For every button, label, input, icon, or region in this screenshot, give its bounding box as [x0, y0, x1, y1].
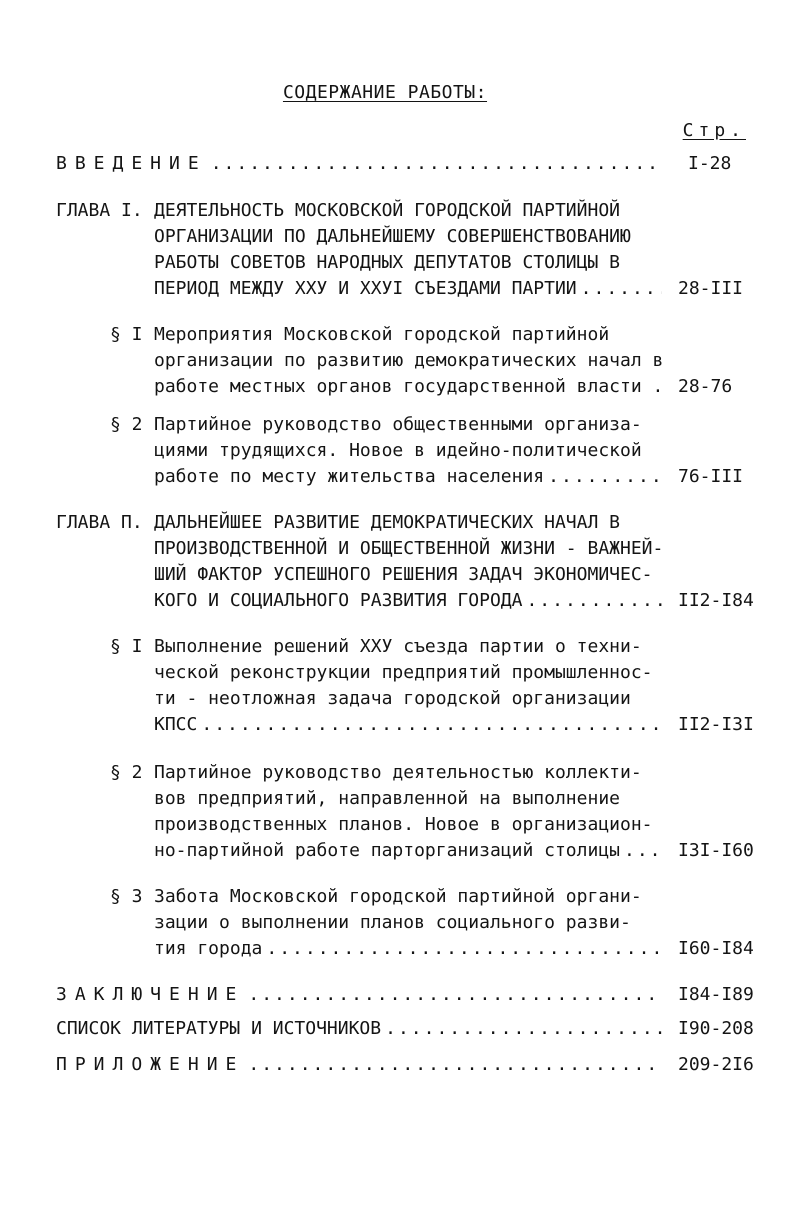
entry-line: зации о выполнении планов социального разви- — [154, 912, 631, 933]
section-mark: § 2 — [110, 762, 143, 783]
leader-dots — [201, 712, 662, 738]
leader-dots — [248, 982, 662, 1008]
page-range: 28-76 — [678, 376, 733, 397]
entry-line: производственных планов. Новое в организацион- — [154, 814, 653, 835]
entry-line: ти - неотложная задача городской организации — [154, 688, 631, 709]
page-column-header: Стр. — [682, 120, 746, 141]
entry-line: ПЕРИОД МЕЖДУ XXУ И XXУI СЪЕЗДАМИ ПАРТИИ — [154, 278, 577, 299]
entry-line: ОРГАНИЗАЦИИ ПО ДАЛЬНЕЙШЕМУ СОВЕРШЕНСТВОВАНИЮ — [154, 226, 631, 247]
section-mark: § I — [110, 636, 143, 657]
toc-entry-ch2-section-3 — [154, 884, 666, 962]
entry-line: Партийное руководство деятельностью коллекти- — [154, 762, 642, 783]
page-range: I-28 — [688, 153, 732, 174]
section-mark: § 3 — [110, 886, 143, 907]
entry-line: работе местных органов государственной власти . — [154, 376, 664, 397]
toc-entry-ch1-section-2 — [154, 412, 666, 490]
entry-line: ПРОИЗВОДСТВЕННОЙ И ОБЩЕСТВЕННОЙ ЖИЗНИ - ВАЖНЕЙ- — [154, 538, 664, 559]
entry-line: Забота Московской городской партийной органи- — [154, 886, 642, 907]
page-range: II2-I3I — [678, 714, 754, 735]
entry-label: СПИСОК ЛИТЕРАТУРЫ И ИСТОЧНИКОВ — [56, 1018, 382, 1039]
entry-line: работе по месту жительства населения — [154, 466, 545, 487]
entry-line: но-партийной работе парторганизаций столицы — [154, 840, 620, 861]
toc-entry-ch1-section-1 — [154, 322, 674, 400]
toc-entry-introduction — [56, 151, 666, 177]
section-mark: § 2 — [110, 414, 143, 435]
entry-label: ЗАКЛЮЧЕНИЕ — [56, 984, 245, 1005]
page-range: I84-I89 — [678, 984, 754, 1005]
entry-line: КПСС — [154, 714, 198, 735]
leader-dots — [248, 1052, 662, 1078]
page-range: I90-208 — [678, 1018, 754, 1039]
leader-dots — [266, 936, 662, 962]
leader-dots — [624, 838, 662, 864]
toc-entry-chapter-1 — [154, 198, 666, 302]
entry-line: Выполнение решений XXУ съезда партии о техни- — [154, 636, 642, 657]
entry-line: вов предприятий, направленной на выполнение — [154, 788, 620, 809]
entry-line: циями трудящихся. Новое в идейно-политической — [154, 440, 642, 461]
leader-dots — [548, 464, 662, 490]
toc-entry-appendix — [56, 1052, 666, 1078]
page-range: II2-I84 — [678, 590, 754, 611]
entry-line: ШИЙ ФАКТОР УСПЕШНОГО РЕШЕНИЯ ЗАДАЧ ЭКОНОМИЧЕС- — [154, 564, 653, 585]
toc-entry-ch2-section-1 — [154, 634, 666, 738]
entry-label: ВВЕДЕНИЕ — [56, 153, 207, 174]
entry-line: ческой реконструкции предприятий промышленнос- — [154, 662, 653, 683]
leader-dots — [385, 1016, 662, 1042]
toc-entry-chapter-2 — [154, 510, 666, 614]
chapter-label: ГЛАВА I. — [56, 200, 143, 221]
toc-entry-ch2-section-2 — [154, 760, 666, 864]
entry-line: Мероприятия Московской городской партийной — [154, 324, 610, 345]
toc-entry-literature — [56, 1016, 666, 1042]
entry-line: РАБОТЫ СОВЕТОВ НАРОДНЫХ ДЕПУТАТОВ СТОЛИЦЫ В — [154, 252, 620, 273]
entry-line: ДАЛЬНЕЙШЕЕ РАЗВИТИЕ ДЕМОКРАТИЧЕСКИХ НАЧАЛ В — [154, 512, 620, 533]
section-mark: § I — [110, 324, 143, 345]
page-range: 76-III — [678, 466, 744, 487]
toc-entry-conclusion — [56, 982, 666, 1008]
leader-dots — [526, 588, 662, 614]
chapter-label: ГЛАВА П. — [56, 512, 143, 533]
entry-line: ДЕЯТЕЛЬНОСТЬ МОСКОВСКОЙ ГОРОДСКОЙ ПАРТИЙНОЙ — [154, 200, 620, 221]
page-range: 28-III — [678, 278, 744, 299]
leader-dots — [211, 151, 662, 177]
entry-label: ПРИЛОЖЕНИЕ — [56, 1054, 245, 1075]
entry-line: Партийное руководство общественными организа- — [154, 414, 642, 435]
entry-line: организации по развитию демократических начал в — [154, 350, 664, 371]
entry-line: тия города — [154, 938, 263, 959]
page-range: 209-2I6 — [678, 1054, 754, 1075]
page-range: I60-I84 — [678, 938, 754, 959]
page-range: I3I-I60 — [678, 840, 754, 861]
leader-dots — [581, 276, 662, 302]
entry-line: КОГО И СОЦИАЛЬНОГО РАЗВИТИЯ ГОРОДА — [154, 590, 523, 611]
page-title: СОДЕРЖАНИЕ РАБОТЫ: — [282, 82, 488, 103]
